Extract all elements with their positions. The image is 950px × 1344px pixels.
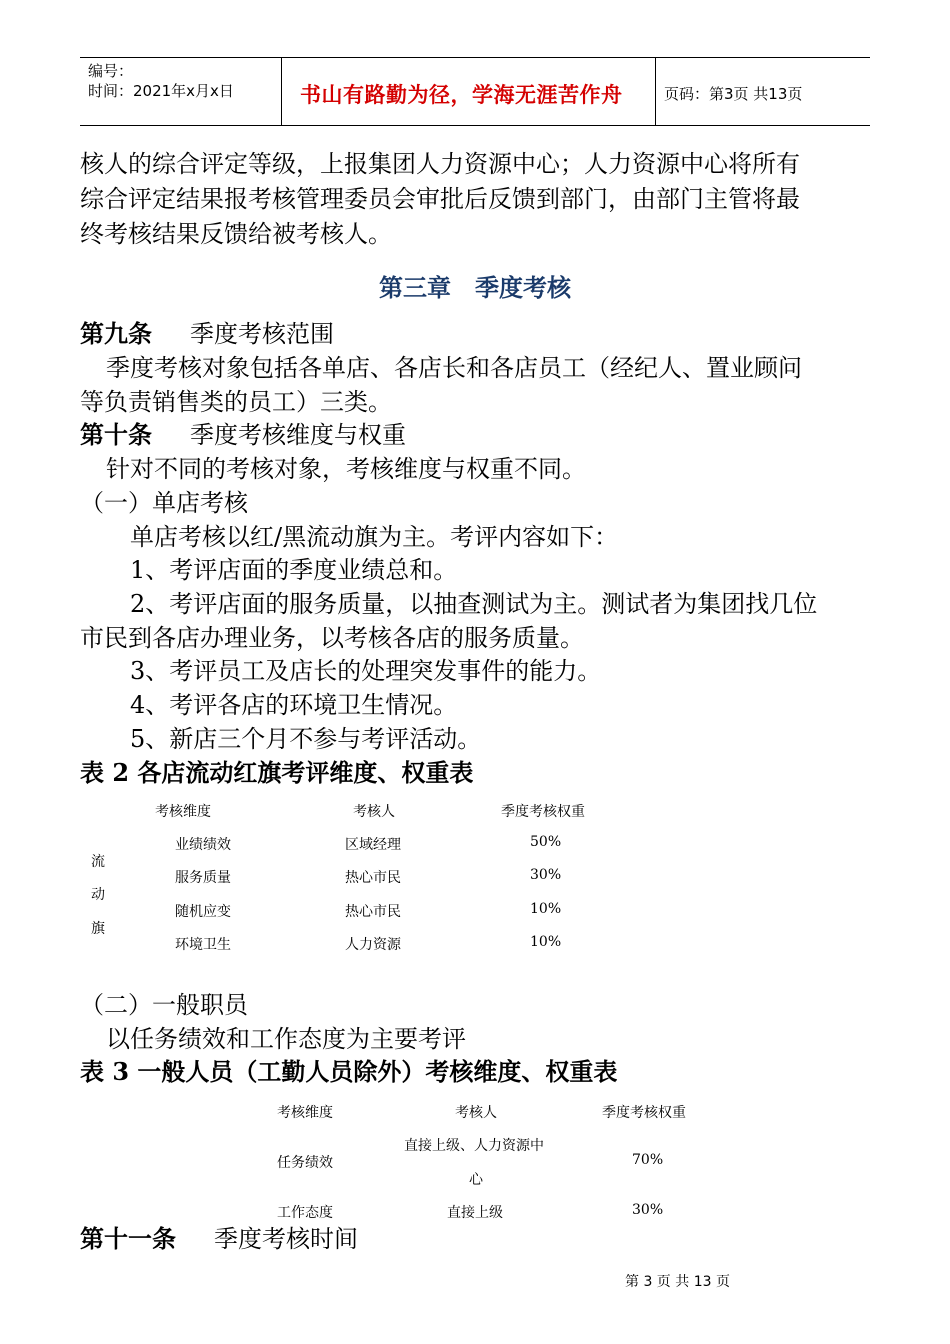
chapter-title: 第三章 季度考核 [379,273,571,302]
article-9-heading [80,317,334,351]
table-cell: 10% [530,934,562,950]
page-footer: 第 3 页 共 13 页 [625,1274,730,1290]
table-cell: 热心市民 [345,904,401,920]
article-9-label: 第九条 [80,320,152,348]
table-cell: 50% [530,834,562,850]
table-cell: 心 [469,1172,483,1188]
article-9-line: 季度考核对象包括各单店、各店长和各店员工（经纪人、置业顾问 [106,354,802,382]
table-cell: 30% [530,867,562,883]
table-cell: 业绩绩效 [175,837,231,853]
table-header: 考核维度 [155,804,211,820]
article-11-title: 季度考核时间 [214,1225,358,1253]
table-3-title: 表 3 一般人员（工勤人员除外）考核维度、权重表 [80,1057,618,1086]
table-header: 考核维度 [277,1105,333,1121]
article-11-heading [80,1222,358,1256]
table-cell: 服务质量 [175,870,231,886]
table-cell: 任务绩效 [277,1155,333,1171]
list-item: 3、考评员工及店长的处理突发事件的能力。 [130,657,602,685]
list-item: 1、考评店面的季度业绩总和。 [130,556,458,584]
list-item: 5、新店三个月不参与考评活动。 [130,725,482,753]
table-cell: 区域经理 [345,837,401,853]
subsection-intro: 单店考核以红/黑流动旗为主。考评内容如下： [130,523,619,551]
header-top-rule [80,57,870,58]
paragraph-line: 终考核结果反馈给被考核人。 [80,220,392,248]
table-cell: 工作态度 [277,1205,333,1221]
article-11-label: 第十一条 [80,1225,176,1253]
subsection-title: （一）单店考核 [80,489,248,517]
header-number-label: 编号： [88,62,134,80]
list-item: 4、考评各店的环境卫生情况。 [130,691,458,719]
header-motto: 书山有路勤为径，学海无涯苦作舟 [300,83,623,107]
table-header: 考核人 [353,804,395,820]
table-2-title: 表 2 各店流动红旗考评维度、权重表 [80,758,474,787]
table-cell: 直接上级、人力资源中 [404,1138,544,1154]
list-item: 2、考评店面的服务质量，以抽查测试为主。测试者为集团找几位 [130,590,818,618]
header-page-label: 页码：第3页 共13页 [664,85,803,103]
table-group-label: 流 [91,854,105,870]
header-time-label: 时间：2021年x月x日 [88,82,234,100]
table-cell: 环境卫生 [175,937,231,953]
table-cell: 人力资源 [345,937,401,953]
article-9-line: 等负责销售类的员工）三类。 [80,388,392,416]
table-cell: 随机应变 [175,904,231,920]
article-10-label: 第十条 [80,421,152,449]
table-header: 季度考核权重 [602,1105,686,1121]
header-divider-2 [655,57,656,125]
subsection-intro: 以任务绩效和工作态度为主要考评 [106,1025,466,1053]
list-item-continued: 市民到各店办理业务，以考核各店的服务质量。 [80,624,584,652]
table-cell: 30% [632,1202,664,1218]
paragraph-line: 综合评定结果报考核管理委员会审批后反馈到部门，由部门主管将最 [80,185,800,213]
article-9-title: 季度考核范围 [190,320,334,348]
table-cell: 70% [632,1152,664,1168]
table-group-label: 旗 [91,921,105,937]
table-header: 考核人 [455,1105,497,1121]
header-bottom-rule [80,125,870,126]
paragraph-line: 核人的综合评定等级，上报集团人力资源中心；人力资源中心将所有 [80,150,800,178]
table-header: 季度考核权重 [501,804,585,820]
table-cell: 直接上级 [447,1205,503,1221]
article-10-intro: 针对不同的考核对象，考核维度与权重不同。 [106,455,586,483]
subsection-title: （二）一般职员 [80,991,248,1019]
table-cell: 10% [530,901,562,917]
article-10-title: 季度考核维度与权重 [190,421,406,449]
table-group-label: 动 [91,887,105,903]
header-divider-1 [281,57,282,125]
table-cell: 热心市民 [345,870,401,886]
article-10-heading [80,418,406,452]
